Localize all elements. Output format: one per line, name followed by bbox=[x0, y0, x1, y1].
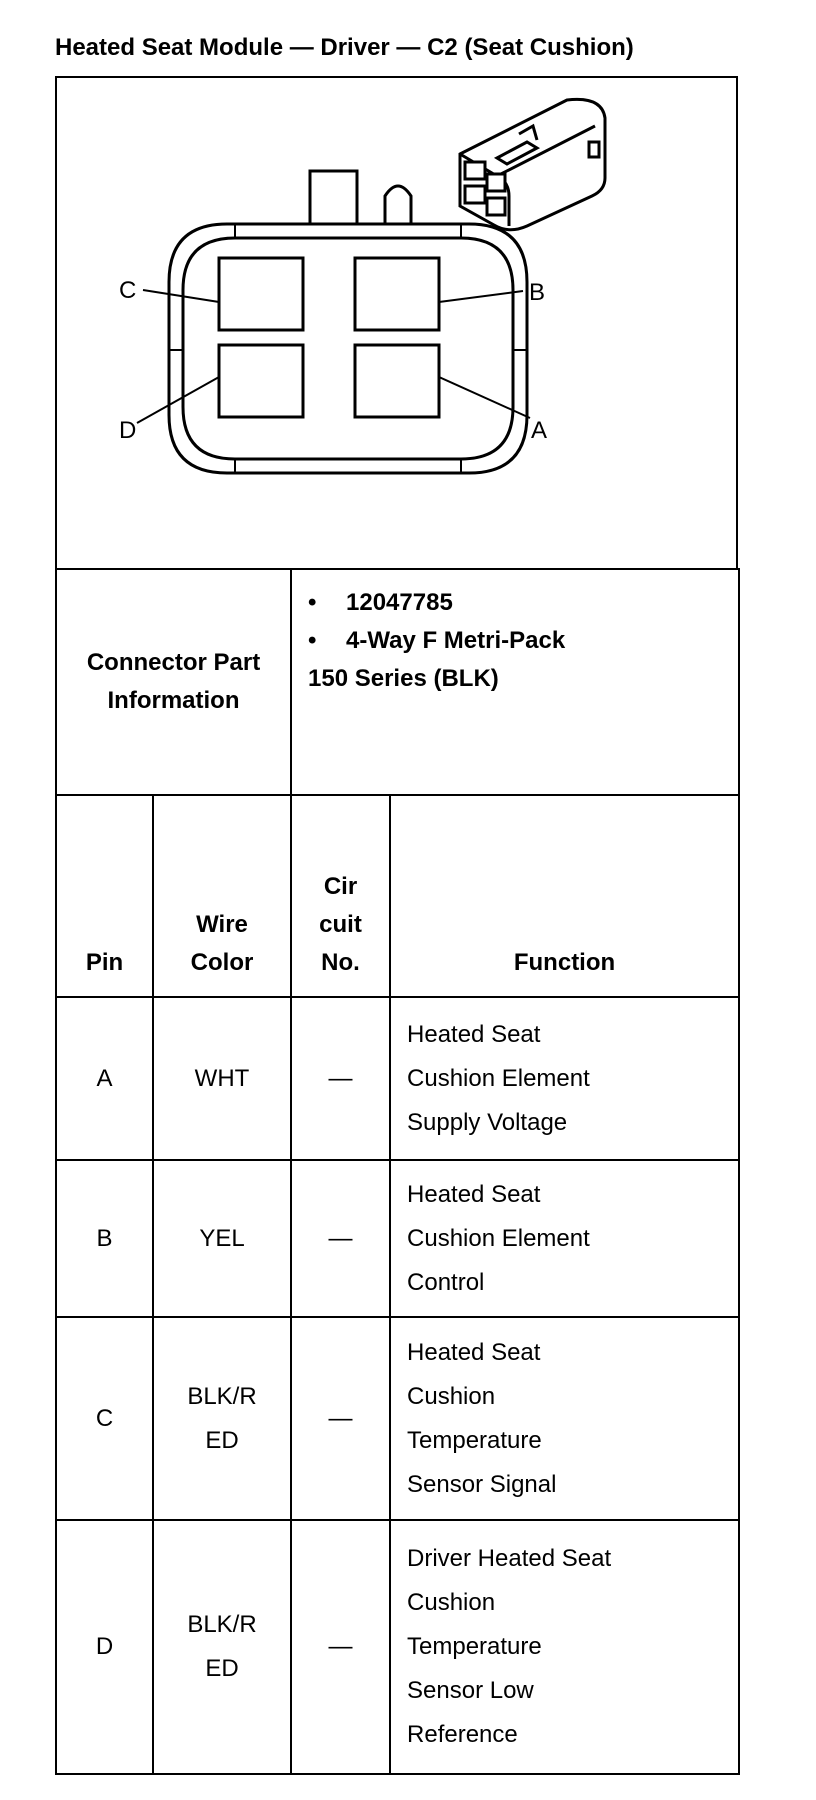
function-cell: Driver Heated Seat Cushion Temperature Sensor Low Reference bbox=[390, 1520, 739, 1774]
pinout-table bbox=[55, 568, 740, 1775]
connector-diagram bbox=[55, 76, 738, 570]
pin-cell: B bbox=[56, 1160, 153, 1317]
header-pin: Pin bbox=[56, 795, 153, 997]
header-wire-color: Wire Color bbox=[153, 795, 291, 997]
connector-info-label: Connector Part Information bbox=[56, 569, 291, 795]
circuit-cell: — bbox=[291, 1160, 390, 1317]
wire-color-cell: YEL bbox=[153, 1160, 291, 1317]
table-row bbox=[56, 1520, 739, 1774]
circuit-cell: — bbox=[291, 1520, 390, 1774]
pin-label-a: A bbox=[531, 417, 548, 444]
connector-isometric-icon bbox=[460, 99, 605, 229]
wire-color-cell: BLK/R ED bbox=[153, 1520, 291, 1774]
pin-label-d: D bbox=[119, 417, 137, 444]
function-cell: Heated Seat Cushion Element Supply Voltage bbox=[390, 997, 739, 1160]
wire-color-cell: BLK/R ED bbox=[153, 1317, 291, 1520]
header-function: Function bbox=[390, 795, 739, 997]
cavity-c bbox=[219, 258, 303, 330]
pin-cell: C bbox=[56, 1317, 153, 1520]
connector-info-row bbox=[56, 569, 739, 795]
header-circuit-no: Cir cuit No. bbox=[291, 795, 390, 997]
connector-series: 150 Series (BLK) bbox=[308, 665, 499, 692]
connector-type: • 4-Way F Metri-Pack bbox=[308, 627, 566, 654]
pin-label-b: B bbox=[529, 279, 546, 306]
table-row bbox=[56, 997, 739, 1160]
pin-cell: A bbox=[56, 997, 153, 1160]
part-number: • 12047785 bbox=[308, 589, 453, 616]
connector-info-values bbox=[291, 569, 739, 795]
document-title: Heated Seat Module — Driver — C2 (Seat Cushion) bbox=[55, 34, 634, 61]
circuit-cell: — bbox=[291, 997, 390, 1160]
pin-cell: D bbox=[56, 1520, 153, 1774]
wire-color-cell: WHT bbox=[153, 997, 291, 1160]
connector-face-drawing bbox=[57, 78, 736, 570]
function-cell: Heated Seat Cushion Temperature Sensor Signal bbox=[390, 1317, 739, 1520]
pin-label-c: C bbox=[119, 277, 137, 304]
function-cell: Heated Seat Cushion Element Control bbox=[390, 1160, 739, 1317]
cavity-d bbox=[219, 345, 303, 417]
circuit-cell: — bbox=[291, 1317, 390, 1520]
cavity-a bbox=[355, 345, 439, 417]
table-row bbox=[56, 1317, 739, 1520]
table-header-row bbox=[56, 795, 739, 997]
table-row bbox=[56, 1160, 739, 1317]
cavity-b bbox=[355, 258, 439, 330]
